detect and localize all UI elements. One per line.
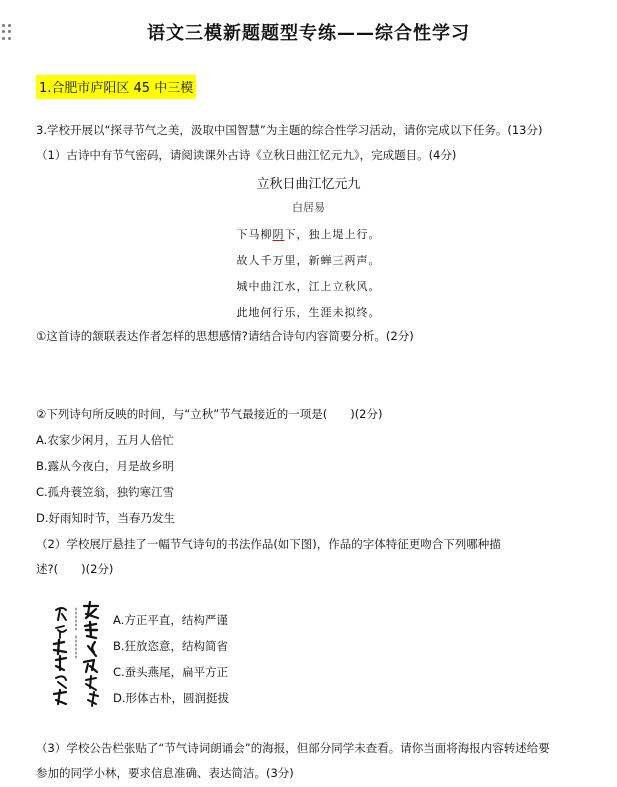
question-3: 3.学校开展以“探寻节气之美，汲取中国智慧”为主题的综合性学习活动，请你完成以下任务。(13分) bbox=[36, 123, 543, 137]
poem-line-2: 故人千万里，新蝉三两声。 bbox=[236, 254, 381, 267]
poem-line-4: 此地何行乐，生涯未拟终。 bbox=[236, 306, 381, 319]
page-title: 语文三模新题题型专练——综合性学习 bbox=[147, 23, 470, 44]
source-tag: 1.合肥市庐阳区 45 中三模 bbox=[36, 75, 196, 99]
option-a: A.农家少闲月，五月人倍忙 bbox=[36, 433, 174, 447]
question-3-3-line-1: （3）学校公告栏张贴了“节气诗词朗诵会”的海报，但部分同学未查看。请你当面将海报内容转述给要 bbox=[36, 741, 550, 755]
option-c: C.孤舟蓑笠翁，独钓寒江雪 bbox=[36, 485, 175, 499]
option-2-d: D.形体古朴，圆润挺拔 bbox=[113, 691, 230, 705]
calligraphy-image bbox=[50, 600, 106, 710]
poem-author: 白居易 bbox=[292, 201, 325, 214]
poem-line-1-underlined: 阴 bbox=[272, 228, 285, 241]
option-2-a: A.方正平直，结构严谨 bbox=[113, 613, 228, 627]
question-3-1: （1）古诗中有节气密码，请阅读课外古诗《立秋日曲江忆元九》，完成题目。(4分) bbox=[36, 148, 457, 162]
poem-line-1-part-c: 下，独上堤上行。 bbox=[284, 228, 381, 241]
poem-title: 立秋日曲江忆元九 bbox=[256, 177, 361, 192]
poem-line-1 bbox=[0, 226, 617, 242]
question-3-2-line-1: （2）学校展厅悬挂了一幅节气诗句的书法作品(如下图)，作品的字体特征更吻合下列哪种描 bbox=[36, 537, 501, 551]
poem-line-3: 城中曲江水，江上立秋风。 bbox=[236, 280, 381, 293]
question-3-2-line-2: 述?( )(2分) bbox=[36, 562, 114, 576]
option-2-c: C.蚕头燕尾，扁平方正 bbox=[113, 665, 229, 679]
question-3-1-2: ②下列诗句所反映的时间，与“立秋”节气最接近的一项是( )(2分) bbox=[36, 407, 383, 421]
option-b: B.露从今夜白，月是故乡明 bbox=[36, 459, 175, 473]
option-2-b: B.狂放恣意，结构简省 bbox=[113, 639, 229, 653]
poem-line-1-part-a: 下马柳 bbox=[236, 228, 273, 241]
option-d: D.好雨知时节，当春乃发生 bbox=[36, 511, 176, 525]
question-3-1-1: ①这首诗的颔联表达作者怎样的思想感情?请结合诗句内容简要分析。(2分) bbox=[36, 329, 414, 343]
question-3-3-line-2: 参加的同学小林，要求信息准确、表达简洁。(3分) bbox=[36, 766, 294, 780]
